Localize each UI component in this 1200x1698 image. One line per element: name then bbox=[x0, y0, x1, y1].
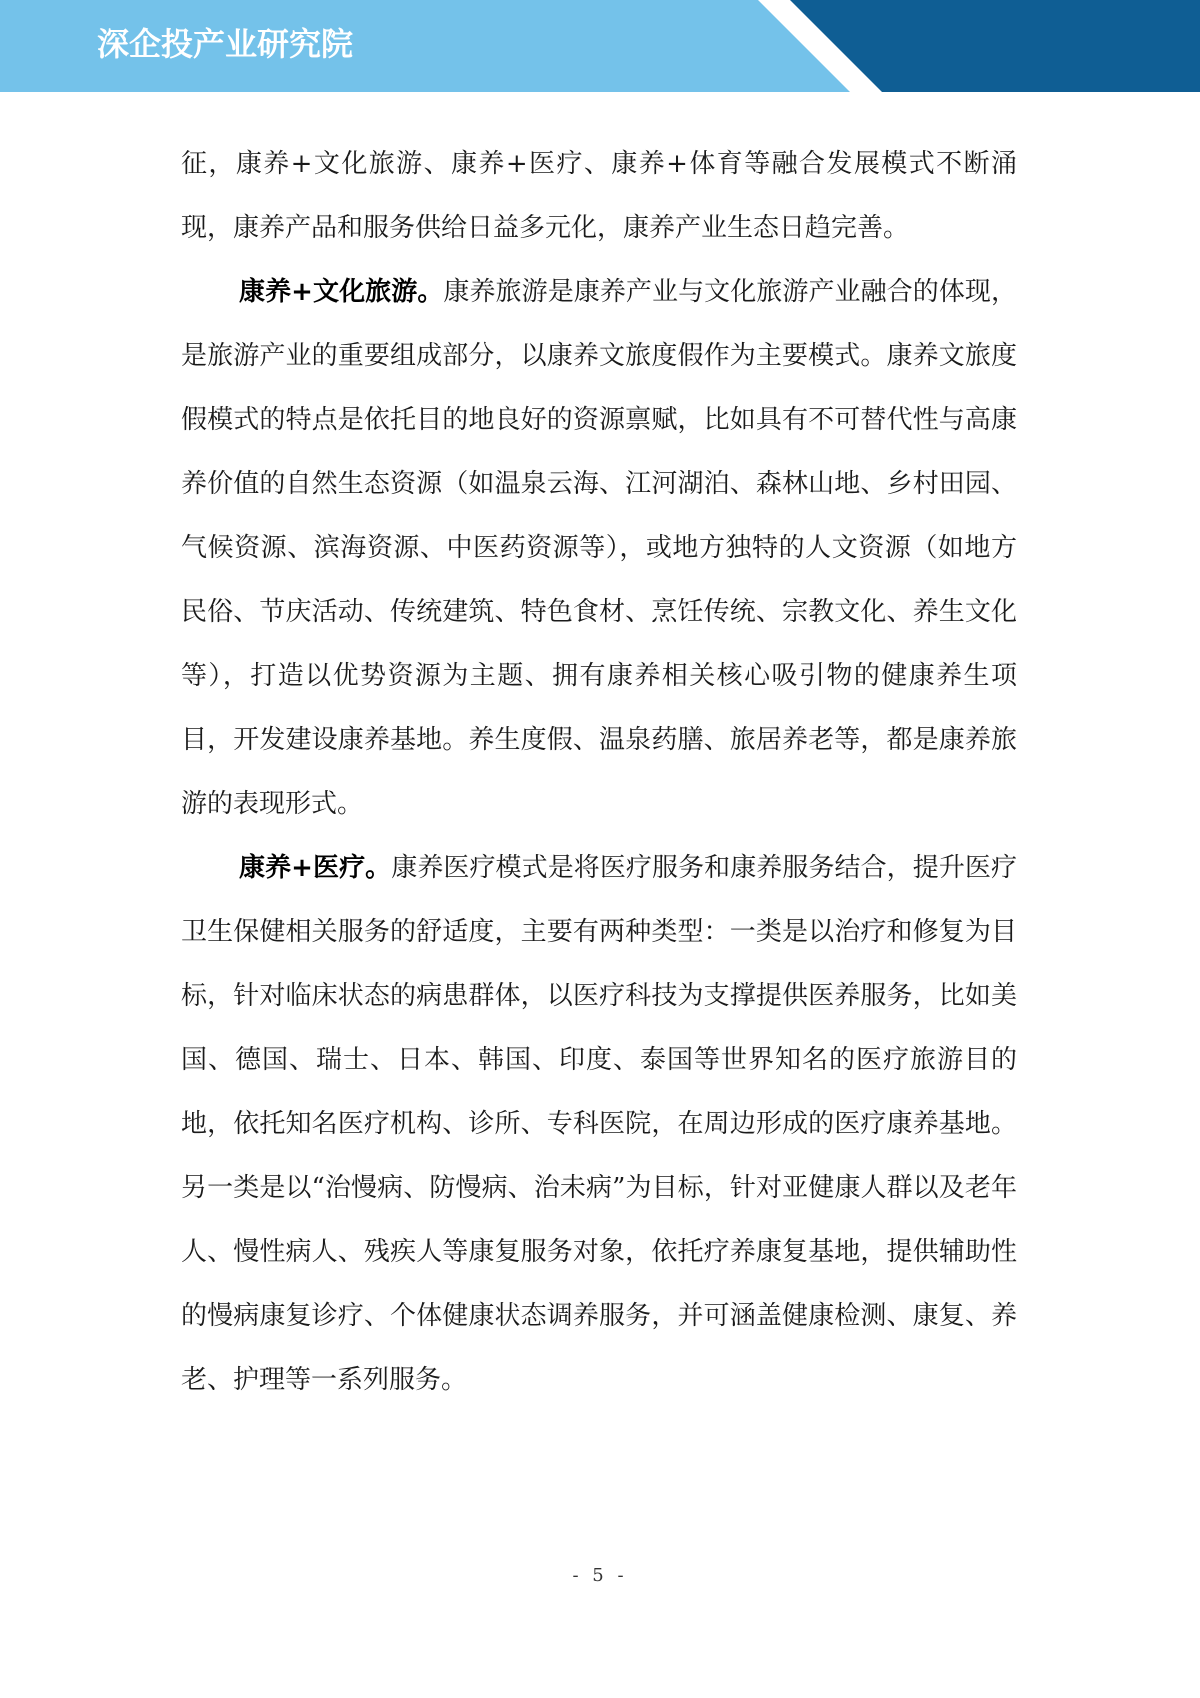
header-bar bbox=[0, 0, 1200, 92]
document-body bbox=[181, 132, 1017, 1412]
paragraph-heading: 康养+医疗。 bbox=[239, 853, 392, 883]
paragraph-text: 征，康养+文化旅游、康养+医疗、康养+体育等融合发展模式不断涌现，康养产品和服务供给日益多元化，康养产业生态日趋完善。 bbox=[181, 149, 1017, 243]
page-number: - 5 - bbox=[572, 1565, 628, 1586]
paragraph-text: 康养医疗模式是将医疗服务和康养服务结合，提升医疗卫生保健相关服务的舒适度，主要有两种类型：一类是以治疗和修复为目标，针对临床状态的病患群体，以医疗科技为支撑提供医养服务，比如美国、德国、瑞士、日本、韩国、印度、泰国等世界知名的医疗旅游目的地，依托知名医疗机构、诊所、专科医院，在周边形成的医疗康养基地。另一类是以“治慢病、防慢病、治未病”为目标，针对亚健康人群以及老年人、慢性病人、残疾人等康复服务对象，依托疗养康复基地，提供辅助性的慢病康复诊疗、个体健康状态调养服务，并可涵盖健康检测、康复、养老、护理等一系列服务。 bbox=[181, 853, 1017, 1395]
paragraph-heading: 康养+文化旅游。 bbox=[239, 277, 444, 307]
header-title: 深企投产业研究院 bbox=[97, 25, 354, 63]
header-dark-band bbox=[790, 0, 1200, 92]
paragraph-wellness-medical bbox=[181, 836, 1017, 1412]
paragraph-intro-continuation bbox=[181, 132, 1017, 260]
paragraph-text: 康养旅游是康养产业与文化旅游产业融合的体现，是旅游产业的重要组成部分，以康养文旅度假作为主要模式。康养文旅度假模式的特点是依托目的地良好的资源禀赋，比如具有不可替代性与高康养价值的自然生态资源（如温泉云海、江河湖泊、森林山地、乡村田园、气候资源、滨海资源、中医药资源等），或地方独特的人文资源（如地方民俗、节庆活动、传统建筑、特色食材、烹饪传统、宗教文化、养生文化等），打造以优势资源为主题、拥有康养相关核心吸引物的健康养生项目，开发建设康养基地。养生度假、温泉药膳、旅居养老等，都是康养旅游的表现形式。 bbox=[181, 277, 1017, 819]
paragraph-wellness-culture-tourism bbox=[181, 260, 1017, 836]
